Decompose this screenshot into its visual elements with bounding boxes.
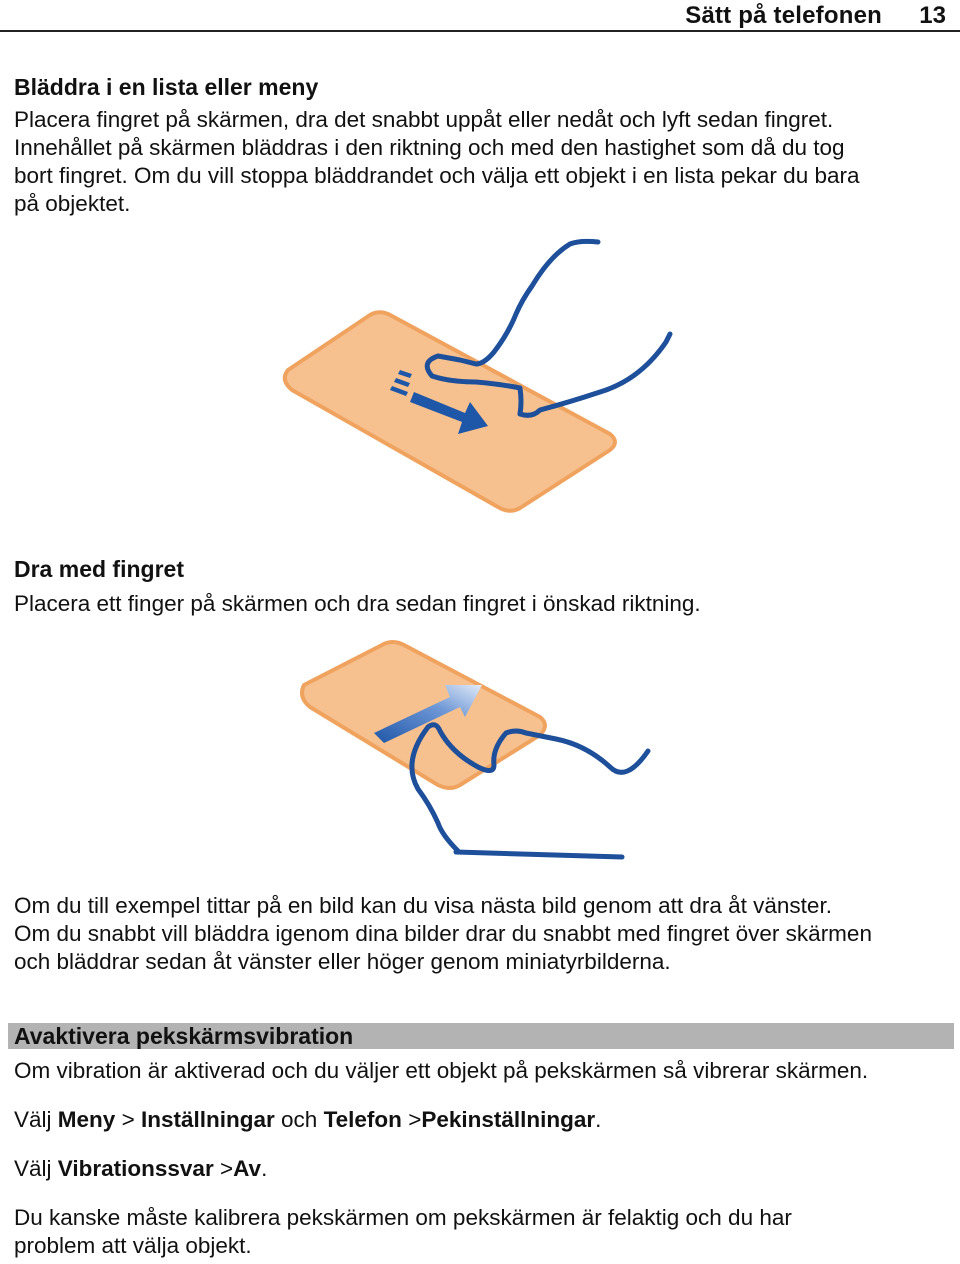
path-separator: > [408, 1107, 422, 1132]
path-separator: > [219, 1156, 234, 1181]
step-prefix: Välj [14, 1107, 52, 1132]
text-line: bort fingret. Om du vill stoppa bläddrandet och välja ett objekt i en lista pekar du bara [14, 163, 860, 188]
menu-path-av: Av [233, 1156, 262, 1181]
section-heading-scroll: Bläddra i en lista eller meny [14, 74, 319, 100]
hand-drag-illustration [290, 635, 670, 865]
menu-path-pekinstallningar: Pekinställningar [421, 1107, 596, 1132]
text-line: Placera ett finger på skärmen och dra sedan fingret i önskad riktning. [14, 591, 701, 616]
text-line: Om du snabbt vill bläddra igenom dina bilder drar du snabbt med fingret över skärmen [14, 921, 872, 946]
step-end: . [261, 1156, 268, 1181]
step-end: . [595, 1107, 602, 1132]
path-separator: > [121, 1107, 135, 1132]
menu-path-installningar: Inställningar [140, 1107, 275, 1132]
menu-path-vibrationssvar: Vibrationssvar [57, 1156, 214, 1181]
section-body-vibration [14, 1057, 949, 1085]
text-line: Innehållet på skärmen bläddras i den riktning och med den hastighet som då du tog [14, 135, 845, 160]
text-line: och bläddrar sedan åt vänster eller höger genom miniatyrbilderna. [14, 949, 671, 974]
page-header [0, 0, 960, 32]
section-heading-vibration: Avaktivera pekskärmsvibration [14, 1023, 354, 1049]
section-body-example [14, 892, 949, 976]
calibration-note [14, 1204, 949, 1260]
menu-path-telefon: Telefon [323, 1107, 402, 1132]
text-line: problem att välja objekt. [14, 1233, 252, 1258]
section-body-drag [14, 590, 949, 618]
section-body-scroll [14, 106, 949, 218]
instruction-step-2 [14, 1155, 949, 1183]
step-prefix: Välj [14, 1156, 52, 1181]
text-line: Placera fingret på skärmen, dra det snabbt uppåt eller nedåt och lyft sedan fingret. [14, 107, 834, 132]
hand-flick-scroll-illustration [270, 230, 690, 520]
hand-outline [412, 725, 648, 857]
text-line: på objektet. [14, 191, 131, 216]
text-line: Om vibration är aktiverad och du väljer ett objekt på pekskärmen så vibrerar skärmen. [14, 1058, 869, 1083]
step-conjunction: och [281, 1107, 318, 1132]
chapter-title: Sätt på telefonen [685, 2, 882, 29]
menu-path-meny: Meny [57, 1107, 116, 1132]
page-number: 13 [919, 2, 946, 29]
section-heading-drag: Dra med fingret [14, 556, 184, 582]
section-heading-band [8, 1023, 954, 1049]
instruction-step-1 [14, 1106, 949, 1134]
text-line: Du kanske måste kalibrera pekskärmen om pekskärmen är felaktig och du har [14, 1205, 792, 1230]
text-line: Om du till exempel tittar på en bild kan du visa nästa bild genom att dra åt vänster. [14, 893, 832, 918]
